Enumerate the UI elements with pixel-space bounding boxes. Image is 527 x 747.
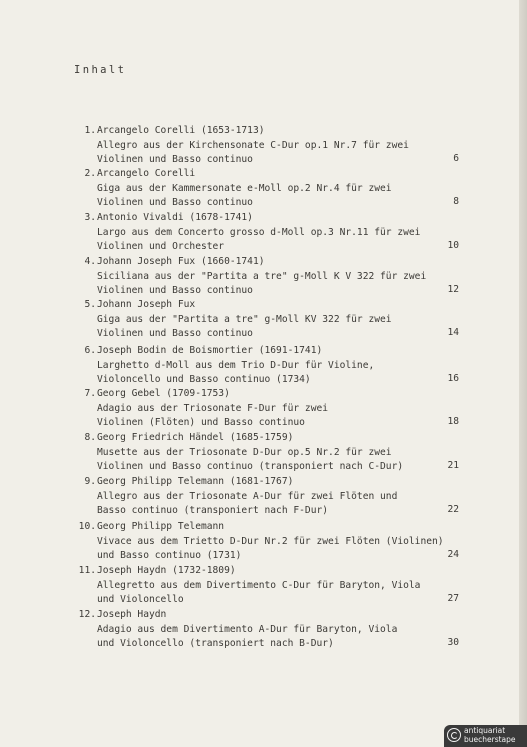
page-number: 12 <box>447 284 459 295</box>
entry-text <box>97 564 449 608</box>
entry-number: 9. <box>84 476 96 487</box>
toc-entry <box>0 124 519 168</box>
entry-number: 1. <box>84 125 96 136</box>
work-line: Allegretto aus dem Divertimento C-Dur für Baryton, Viola <box>97 579 421 591</box>
work-line: Basso continuo (transponiert nach F-Dur) <box>97 505 329 516</box>
work-line: Violinen und Basso continuo <box>97 328 253 339</box>
entry-text <box>97 255 449 299</box>
toc-entry <box>0 211 519 255</box>
toc-entry <box>0 520 519 564</box>
work-line: Violinen (Flöten) und Basso continuo <box>97 417 305 428</box>
work-line: Giga aus der "Partita a tre" g-Moll KV 322 für zwei <box>97 313 392 325</box>
entry-text <box>97 431 449 475</box>
page-number: 14 <box>447 327 459 338</box>
work-line: Musette aus der Triosonate D-Dur op.5 Nr.2 für zwei <box>97 446 392 458</box>
toc-entry <box>0 344 519 388</box>
page-number: 8 <box>453 196 459 207</box>
work-line: Giga aus der Kammersonate e-Moll op.2 Nr.4 für zwei <box>97 182 392 194</box>
entry-text <box>97 211 449 255</box>
toc-entry <box>0 475 519 519</box>
watermark-logo <box>444 725 527 747</box>
toc-entry <box>0 298 519 342</box>
contents-heading: Inhalt <box>74 64 127 76</box>
toc-entry <box>0 387 519 431</box>
composer-line: Arcangelo Corelli <box>97 168 196 179</box>
work-line: Adagio aus dem Divertimento A-Dur für Baryton, Viola <box>97 623 398 635</box>
entry-text <box>97 520 449 564</box>
work-line: Violinen und Basso continuo (transponiert nach C-Dur) <box>97 461 404 472</box>
toc-entry <box>0 255 519 299</box>
page-number: 18 <box>447 416 459 427</box>
page-number: 21 <box>447 460 459 471</box>
composer-line: Georg Philipp Telemann <box>97 521 225 532</box>
page-number: 16 <box>447 373 459 384</box>
entry-number: 11. <box>78 565 96 576</box>
entry-text <box>97 298 449 342</box>
work-line: Larghetto d-Moll aus dem Trio D-Dur für Violine, <box>97 359 375 371</box>
entry-number: 5. <box>84 299 96 310</box>
entry-number: 12. <box>78 609 96 620</box>
toc-entry <box>0 564 519 608</box>
work-line: Violinen und Orchester <box>97 241 225 252</box>
work-line: Violinen und Basso continuo <box>97 197 253 208</box>
page-number: 27 <box>447 593 459 604</box>
toc-entry <box>0 431 519 475</box>
toc-entry <box>0 608 519 652</box>
composer-line: Johann Joseph Fux (1660-1741) <box>97 256 265 267</box>
work-line: Adagio aus der Triosonate F-Dur für zwei <box>97 402 329 414</box>
entry-number: 7. <box>84 388 96 399</box>
page-edge <box>519 0 527 747</box>
copyright-icon <box>447 728 461 742</box>
toc-entry <box>0 167 519 211</box>
work-line: und Violoncello (transponiert nach B-Dur) <box>97 638 334 649</box>
page-number: 6 <box>453 153 459 164</box>
work-line: Vivace aus dem Trietto D-Dur Nr.2 für zwei Flöten (Violinen) <box>97 535 444 547</box>
page-number: 10 <box>447 240 459 251</box>
entry-number: 8. <box>84 432 96 443</box>
page-number: 24 <box>447 549 459 560</box>
entry-number: 3. <box>84 212 96 223</box>
work-line: und Violoncello <box>97 594 184 605</box>
work-line: Siciliana aus der "Partita a tre" g-Moll K V 322 für zwei <box>97 270 427 282</box>
work-line: und Basso continuo (1731) <box>97 550 242 561</box>
composer-line: Joseph Haydn (1732-1809) <box>97 565 236 576</box>
composer-line: Johann Joseph Fux <box>97 299 196 310</box>
composer-line: Georg Philipp Telemann (1681-1767) <box>97 476 294 487</box>
composer-line: Joseph Bodin de Boismortier (1691-1741) <box>97 345 323 356</box>
entry-number: 4. <box>84 256 96 267</box>
entry-number: 6. <box>84 345 96 356</box>
work-line: Violinen und Basso continuo <box>97 285 253 296</box>
work-line: Violinen und Basso continuo <box>97 154 253 165</box>
page-number: 22 <box>447 504 459 515</box>
entry-text <box>97 387 449 431</box>
watermark-text: antiquariat buecherstape <box>464 726 516 744</box>
composer-line: Arcangelo Corelli (1653-1713) <box>97 125 265 136</box>
work-line: Largo aus dem Concerto grosso d-Moll op.3 Nr.11 für zwei <box>97 226 421 238</box>
composer-line: Georg Friedrich Händel (1685-1759) <box>97 432 294 443</box>
entry-text <box>97 608 449 652</box>
work-line: Allegro aus der Kirchensonate C-Dur op.1 Nr.7 für zwei <box>97 139 409 151</box>
composer-line: Joseph Haydn <box>97 609 167 620</box>
entry-number: 2. <box>84 168 96 179</box>
work-line: Violoncello und Basso continuo (1734) <box>97 374 311 385</box>
composer-line: Antonio Vivaldi (1678-1741) <box>97 212 253 223</box>
composer-line: Georg Gebel (1709-1753) <box>97 388 230 399</box>
entry-text <box>97 167 449 211</box>
work-line: Allegro aus der Triosonate A-Dur für zwei Flöten und <box>97 490 398 502</box>
entry-text <box>97 124 449 168</box>
page-number: 30 <box>447 637 459 648</box>
entry-text <box>97 475 449 519</box>
entry-text <box>97 344 449 388</box>
entry-number: 10. <box>78 521 96 532</box>
